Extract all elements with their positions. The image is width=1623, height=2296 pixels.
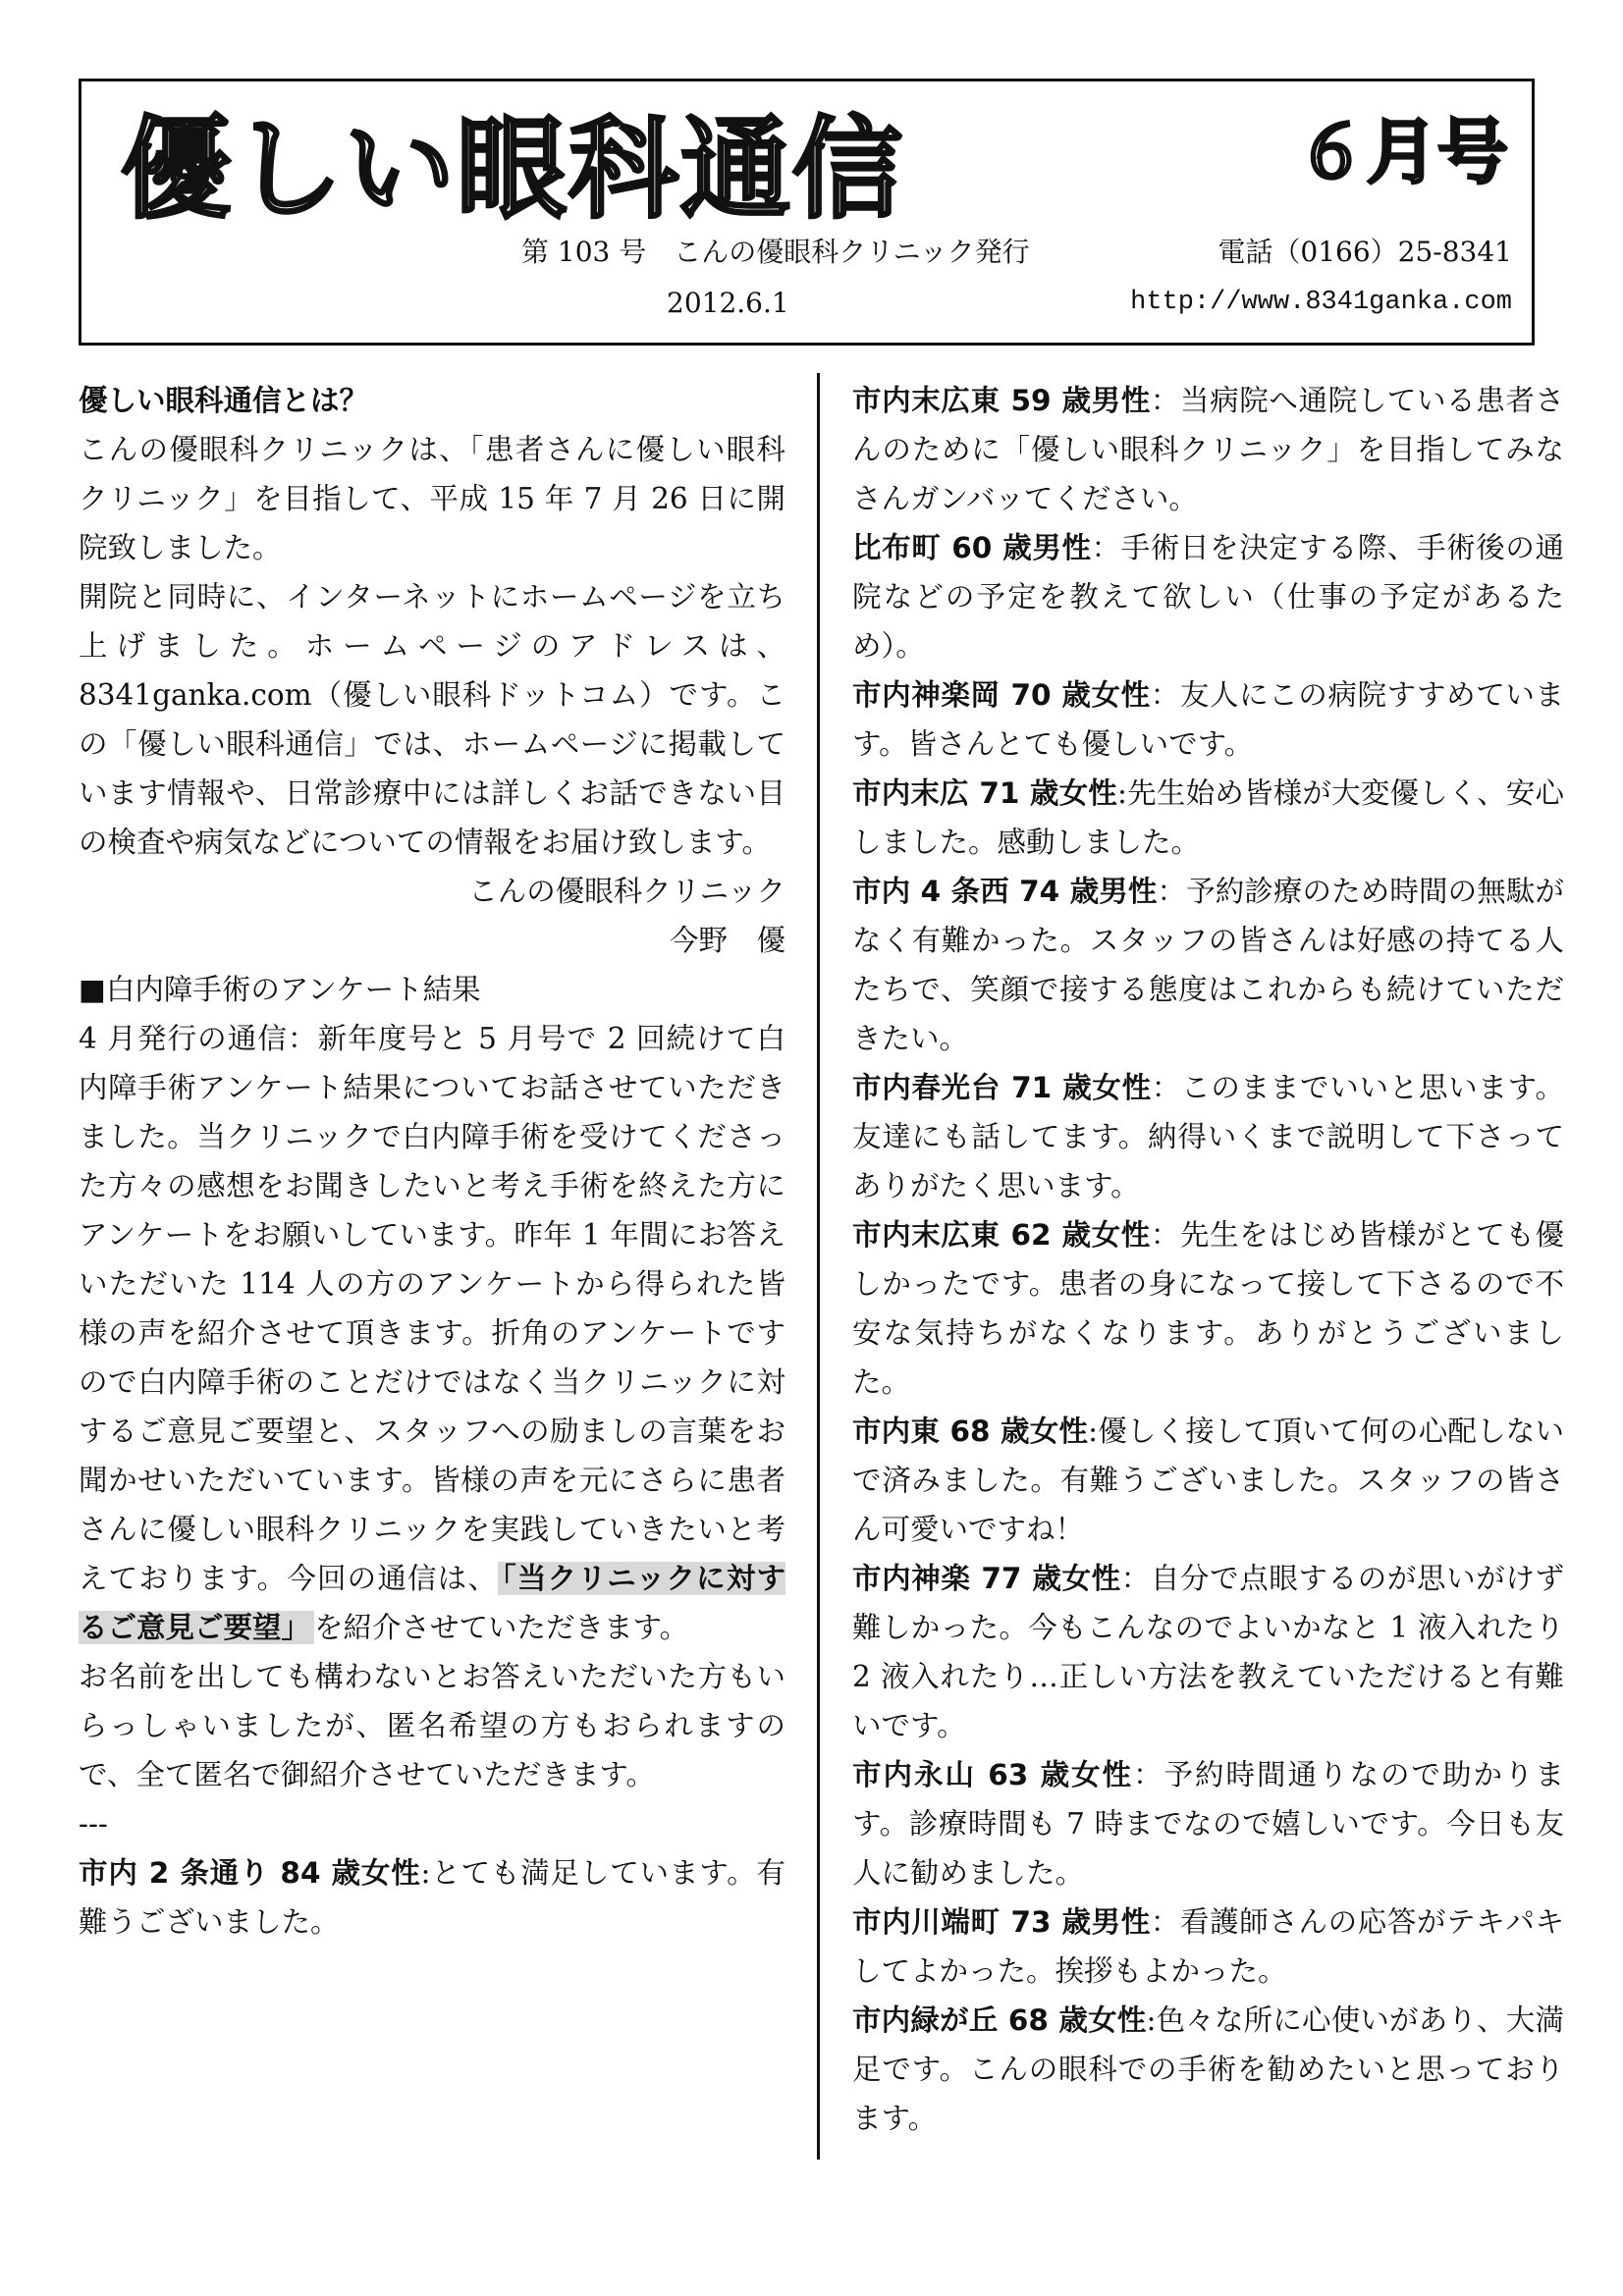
entry-author: 市内 2 条通り 84 歳女性 [79, 1856, 421, 1890]
signature-clinic: こんの優眼科クリニック [468, 875, 785, 908]
right-entry-6 [852, 1063, 1564, 1210]
survey-paragraph-1 [79, 1014, 785, 1652]
entry-text: ：自分で点眼するのが思いがけず難しかった。今もこんなのでよいかなと 1 液入れたり 2 液入れたり…正しい方法を教えていただけると有難いです。 [852, 1562, 1564, 1742]
entry-text: ：看護師さんの応答がテキパキしてよかった。挨拶もよかった。 [852, 1905, 1564, 1988]
entry-author: 市内末広東 59 歳男性 [852, 384, 1151, 417]
entry-text: ：手術日を決定する際、手術後の通院などの予定を教えて欲しい（仕事の予定があるため）。 [852, 531, 1564, 663]
issue-date: 2012.6.1 [667, 287, 789, 319]
right-entry-12 [852, 1996, 1564, 2143]
separator: --- [79, 1807, 108, 1841]
right-entry-5 [852, 867, 1564, 1063]
entry-text: ：予約診療のため時間の無駄がなく有難かった。スタッフの皆さんは好感の持てる人たちで、笑顔で接する態度はこれからも続けていただきたい。 [852, 875, 1564, 1055]
entry-text: ：先生をはじめ皆様がとても優しかったです。患者の身になって接して下さるので不安な気持ちがなくなります。ありがとうございました。 [852, 1218, 1564, 1399]
right-entry-2 [852, 523, 1564, 670]
issue-month: ６月号 [1295, 111, 1508, 193]
entry-author: 市内神楽岡 70 歳女性 [852, 678, 1151, 712]
masthead [79, 79, 1535, 346]
issue-number-line: 第 103 号 こんの優眼科クリニック発行 [521, 236, 1030, 268]
survey-text-pre: 4 月発行の通信：新年度号と 5 月号で 2 回続けて白内障手術アンケート結果についてお話させていただきました。当クリニックで白内障手術を受けてくださった方々の感想をお聞きしたいと考え手術を終えた方にアンケートをお願いしています。昨年 1 年間にお答えいただいた 114 人の方のアンケートから得られた皆様の声を紹介させて頂きます。折角のアンケートですので白内障手術のことだけではなく当クリニックに対するご意見ご要望と、スタッフへの励ましの言葉をお聞かせいただいています。皆様の声を元にさらに患者さんに優しい眼科クリニックを実践していきたいと考えております。今回の通信は、 [79, 1022, 785, 1595]
right-entry-7 [852, 1210, 1564, 1407]
entry-author: 市内神楽 77 歳女性 [852, 1562, 1121, 1595]
survey-highlight: 「当クリニックに対するご意見ご要望」 [79, 1562, 785, 1644]
intro-paragraph-1: こんの優眼科クリニックは、「患者さんに優しい眼科クリニック」を目指して、平成 15 年 7 月 26 日に開院致しました。 [79, 433, 785, 564]
entry-author: 市内春光台 71 歳女性 [852, 1071, 1152, 1104]
right-entry-11 [852, 1897, 1564, 1996]
right-column [852, 376, 1564, 2143]
survey-paragraph-2: お名前を出しても構わないとお答えいただいた方もいらっしゃいましたが、匿名希望の方もおられますので、全て匿名で御紹介させていただきます。 [79, 1660, 785, 1791]
website-url[interactable]: http://www.8341ganka.com [1130, 288, 1512, 317]
entry-text: :とても満足しています。有難うございました。 [79, 1856, 785, 1939]
entry-author: 市内東 68 歳女性 [852, 1415, 1089, 1448]
intro-paragraph-2: 開院と同時に、インターネットにホームページを立ち上げました。ホームページのアドレスは、8341ganka.com（優しい眼科ドットコム）です。この「優しい眼科通信」では、ホームページに掲載しています情報や、日常診療中には詳しくお話できない目の検査や病気などについての情報をお届け致します。 [79, 580, 785, 859]
entry-author: 市内 4 条西 74 歳男性 [852, 875, 1158, 908]
entry-text: ：友人にこの病院すすめています。皆さんとても優しいです。 [852, 678, 1565, 761]
entry-text: :優しく接して頂いて何の心配しないで済みました。有難うございました。スタッフの皆さん可愛いですね！ [852, 1415, 1564, 1546]
entry-author: 比布町 60 歳男性 [852, 531, 1092, 564]
entry-text: ：予約時間通りなので助かります。診療時間も 7 時までなので嬉しいです。今日も友人に勧めました。 [852, 1758, 1564, 1890]
right-entry-9 [852, 1554, 1564, 1750]
entry-author: 市内末広東 62 歳女性 [852, 1218, 1151, 1252]
entry-text: :先生始め皆様が大変優しく、安心しました。感動しました。 [852, 776, 1565, 859]
entry-text: ：このままでいいと思います。友達にも話してます。納得いくまで説明して下さってありがたく思います。 [852, 1071, 1565, 1202]
section-title: ■白内障手術のアンケート結果 [79, 973, 481, 1006]
left-entry [79, 1848, 785, 1947]
right-entry-3 [852, 670, 1564, 769]
entry-author: 市内永山 63 歳女性 [852, 1758, 1134, 1791]
newsletter-title: 優しい眼科通信 [121, 106, 904, 234]
entry-text: ：当病院へ通院している患者さんのために「優しい眼科クリニック」を目指してみなさんガンバッてください。 [852, 384, 1564, 515]
right-entry-4 [852, 769, 1564, 867]
phone-number: 電話（0166）25-8341 [1217, 236, 1512, 268]
entry-author: 市内緑が丘 68 歳女性 [852, 2003, 1147, 2037]
right-entry-8 [852, 1407, 1564, 1554]
left-column [79, 376, 785, 1947]
entry-text: :色々な所に心使いがあり、大満足です。こんの眼科での手術を勧めたいと思っております。 [852, 2003, 1564, 2135]
right-entry-1 [852, 376, 1564, 523]
entry-author: 市内末広 71 歳女性 [852, 776, 1117, 810]
entry-author: 市内川端町 73 歳男性 [852, 1905, 1151, 1939]
column-divider [817, 373, 820, 2160]
right-entry-10 [852, 1750, 1564, 1897]
signature-name: 今野 優 [669, 924, 785, 957]
intro-heading: 優しい眼科通信とは？ [79, 384, 369, 417]
survey-text-post: を紹介させていただきます。 [314, 1611, 689, 1644]
